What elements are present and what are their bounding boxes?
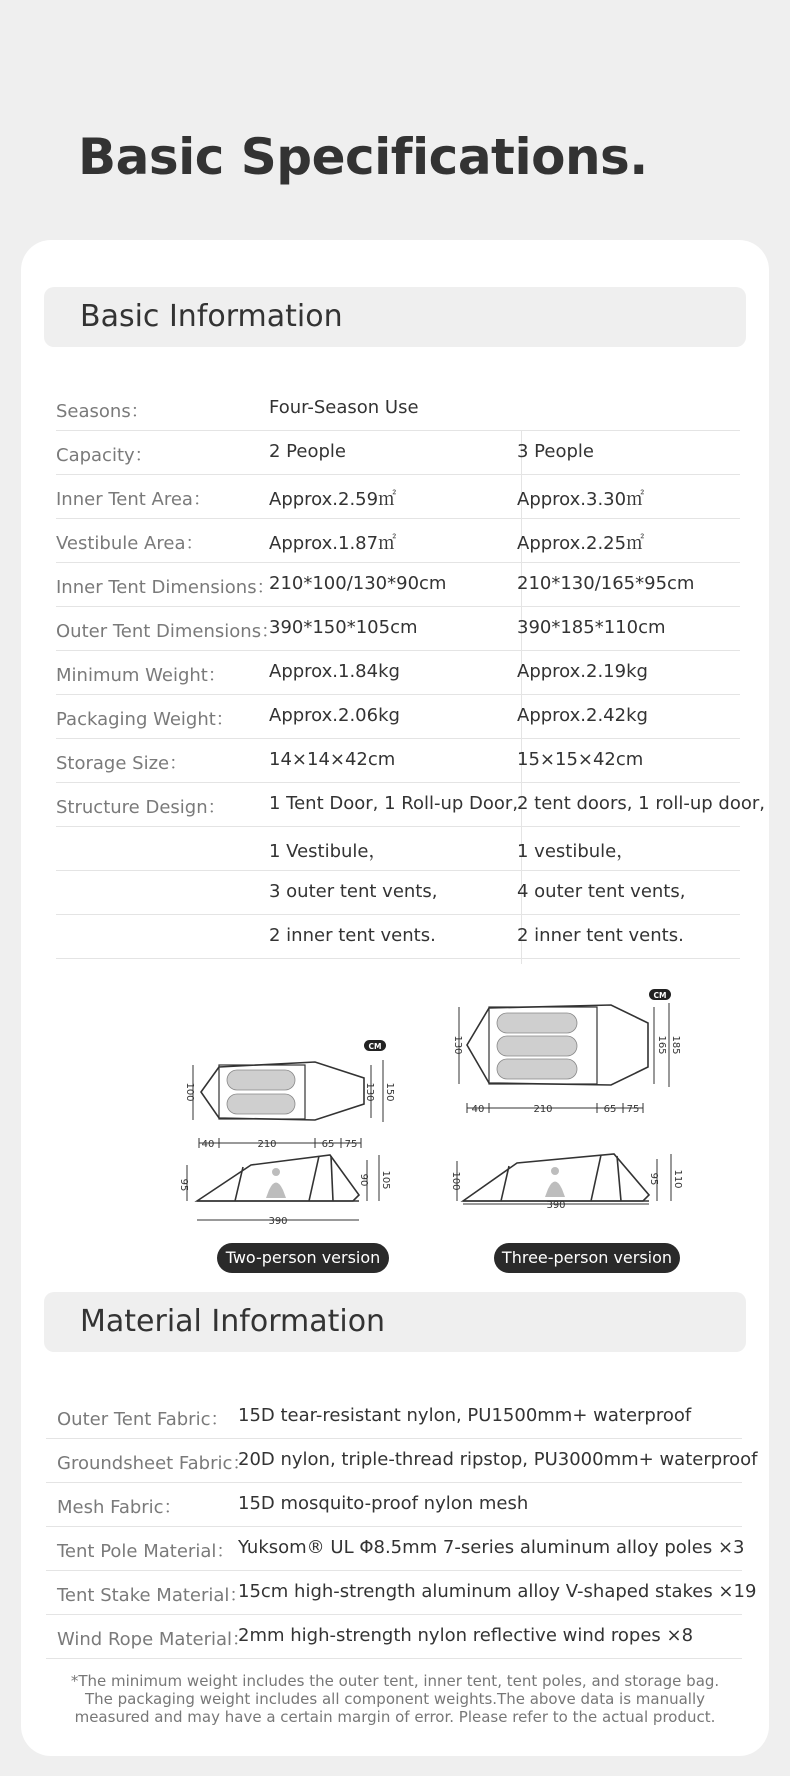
spec-label: Minimum Weight： — [56, 665, 226, 686]
spec-value-two-person: 390*150*105cm — [269, 617, 418, 638]
spec-label: Structure Design： — [56, 797, 226, 818]
material-label: Mesh Fabric： — [57, 1497, 182, 1518]
spec-row-outer-dimensions — [56, 606, 740, 651]
spec-value-three-person: 2 inner tent vents. — [517, 925, 684, 946]
spec-value-two-person: 1 Tent Door, 1 Roll-up Door, — [269, 793, 519, 814]
dim-label: 110 — [672, 1169, 683, 1189]
spec-row-vestibule-area — [56, 518, 740, 563]
basic-info-header — [44, 287, 746, 347]
spec-label: Vestibule Area： — [56, 533, 204, 554]
dim-label: 390 — [268, 1216, 288, 1227]
basic-info-title: Basic Information — [80, 299, 343, 334]
material-info-header — [44, 1292, 746, 1352]
sleeping-pad — [227, 1070, 295, 1090]
spec-value-two-person: Approx.1.84kg — [269, 661, 400, 682]
dim-label: 65 — [603, 1104, 617, 1115]
spec-value-two-person: 210*100/130*90cm — [269, 573, 447, 594]
dim-label: 75 — [626, 1104, 640, 1115]
dim-label: 210 — [533, 1104, 553, 1115]
spec-value-two-person: Approx.1.87㎡ — [269, 533, 397, 554]
page-title: Basic Specifications. — [78, 128, 648, 186]
spec-value-three-person: 1 vestibule， — [517, 841, 635, 862]
spec-row-structure-cont — [56, 914, 740, 959]
material-row — [46, 1614, 742, 1659]
unit-label: CM — [368, 1042, 382, 1051]
spec-value: Four-Season Use — [269, 397, 419, 418]
dim-label: 40 — [201, 1139, 215, 1150]
spec-row-structure-cont — [56, 870, 740, 915]
footnote-line: *The minimum weight includes the outer tent, inner tent, tent poles, and storage bag. — [70, 1672, 720, 1690]
spec-value-three-person: Approx.2.42kg — [517, 705, 648, 726]
unit-label: CM — [653, 991, 667, 1000]
spec-label: Inner Tent Area： — [56, 489, 211, 510]
spec-label: Inner Tent Dimensions： — [56, 577, 275, 598]
material-label: Tent Pole Material： — [57, 1541, 235, 1562]
dim-label: 75 — [344, 1139, 358, 1150]
spec-value-two-person: Approx.2.59㎡ — [269, 489, 397, 510]
spec-value-three-person: Approx.2.19kg — [517, 661, 648, 682]
spec-value-two-person: 1 Vestibule， — [269, 841, 387, 862]
spec-row-inner-area — [56, 474, 740, 519]
sleeping-pad — [497, 1036, 577, 1056]
two-person-tent-diagram — [171, 1020, 441, 1227]
spec-value-three-person: Approx.3.30㎡ — [517, 489, 645, 510]
spec-value-two-person: 14×14×42cm — [269, 749, 396, 770]
person-figure — [551, 1167, 559, 1175]
dim-label: 150 — [384, 1082, 395, 1102]
spec-card — [21, 240, 769, 1756]
spec-value-two-person: 2 inner tent vents. — [269, 925, 436, 946]
dim-label: 100 — [184, 1082, 195, 1102]
material-row — [46, 1482, 742, 1527]
dim-label: 90 — [358, 1173, 369, 1187]
spec-value-two-person: 2 People — [269, 441, 346, 462]
footnote — [51, 1672, 739, 1726]
spec-value-three-person: Approx.2.25㎡ — [517, 533, 645, 554]
two-person-version-label: Two-person version — [217, 1243, 389, 1273]
dim-label: 100 — [450, 1171, 461, 1191]
footnote-line: The packaging weight includes all component weights.The above data is manually — [84, 1690, 706, 1708]
material-value: Yuksom® UL Φ8.5mm 7-series aluminum alloy poles ×3 — [238, 1537, 745, 1558]
dim-label: 390 — [546, 1200, 566, 1211]
material-label: Tent Stake Material： — [57, 1585, 248, 1606]
sleeping-pad — [497, 1013, 577, 1033]
person-figure — [272, 1168, 280, 1176]
sleeping-pad — [497, 1059, 577, 1079]
dim-label: 40 — [471, 1104, 485, 1115]
dim-label: 105 — [380, 1170, 391, 1190]
spec-value-three-person: 3 People — [517, 441, 594, 462]
dim-label: 95 — [648, 1172, 659, 1186]
dim-label: 65 — [321, 1139, 335, 1150]
spec-row-seasons — [56, 386, 740, 431]
footnote-line: measured and may have a certain margin of error. Please refer to the actual product. — [74, 1708, 716, 1726]
material-row — [46, 1394, 742, 1439]
dim-label: 185 — [670, 1035, 681, 1055]
spec-row-min-weight — [56, 650, 740, 695]
dim-label: 165 — [656, 1035, 667, 1055]
sleeping-pad — [227, 1094, 295, 1114]
material-value: 15D tear-resistant nylon, PU1500mm+ waterproof — [238, 1405, 692, 1426]
spec-value-two-person: Approx.2.06kg — [269, 705, 400, 726]
dim-label: 210 — [257, 1139, 277, 1150]
spec-value-three-person: 2 tent doors, 1 roll-up door, — [517, 793, 765, 814]
spec-value-three-person: 210*130/165*95cm — [517, 573, 695, 594]
spec-value-three-person: 15×15×42cm — [517, 749, 644, 770]
dim-label: 95 — [178, 1178, 189, 1192]
dim-label: 130 — [452, 1035, 463, 1055]
material-value: 15D mosquito-proof nylon mesh — [238, 1493, 529, 1514]
material-label: Outer Tent Fabric： — [57, 1409, 229, 1430]
spec-value-three-person: 4 outer tent vents, — [517, 881, 686, 902]
spec-row-packaging-weight — [56, 694, 740, 739]
spec-value-two-person: 3 outer tent vents, — [269, 881, 438, 902]
spec-row-storage-size — [56, 738, 740, 783]
material-row — [46, 1526, 745, 1571]
spec-row-inner-dimensions — [56, 562, 740, 607]
spec-label: Outer Tent Dimensions： — [56, 621, 280, 642]
material-value: 15cm high-strength aluminum alloy V-shaped stakes ×19 — [238, 1581, 757, 1602]
spec-label: Seasons： — [56, 401, 149, 422]
spec-label: Storage Size： — [56, 753, 188, 774]
spec-row-capacity — [56, 430, 740, 475]
material-info-title: Material Information — [80, 1304, 386, 1339]
spec-label: Capacity： — [56, 445, 153, 466]
dim-label: 130 — [364, 1082, 375, 1102]
material-value: 2mm high-strength nylon reflective wind ropes ×8 — [238, 1625, 694, 1646]
spec-row-structure-cont — [56, 826, 740, 871]
material-label: Wind Rope Material： — [57, 1629, 251, 1650]
material-value: 20D nylon, triple-thread ripstop, PU3000mm+ waterproof — [238, 1449, 758, 1470]
spec-value-three-person: 390*185*110cm — [517, 617, 666, 638]
material-label: Groundsheet Fabric： — [57, 1453, 251, 1474]
spec-label: Packaging Weight： — [56, 709, 234, 730]
material-row — [46, 1438, 758, 1483]
material-row — [46, 1570, 757, 1615]
three-person-tent-diagram — [451, 985, 741, 1210]
spec-row-structure — [56, 782, 765, 827]
three-person-version-label: Three-person version — [494, 1243, 680, 1273]
